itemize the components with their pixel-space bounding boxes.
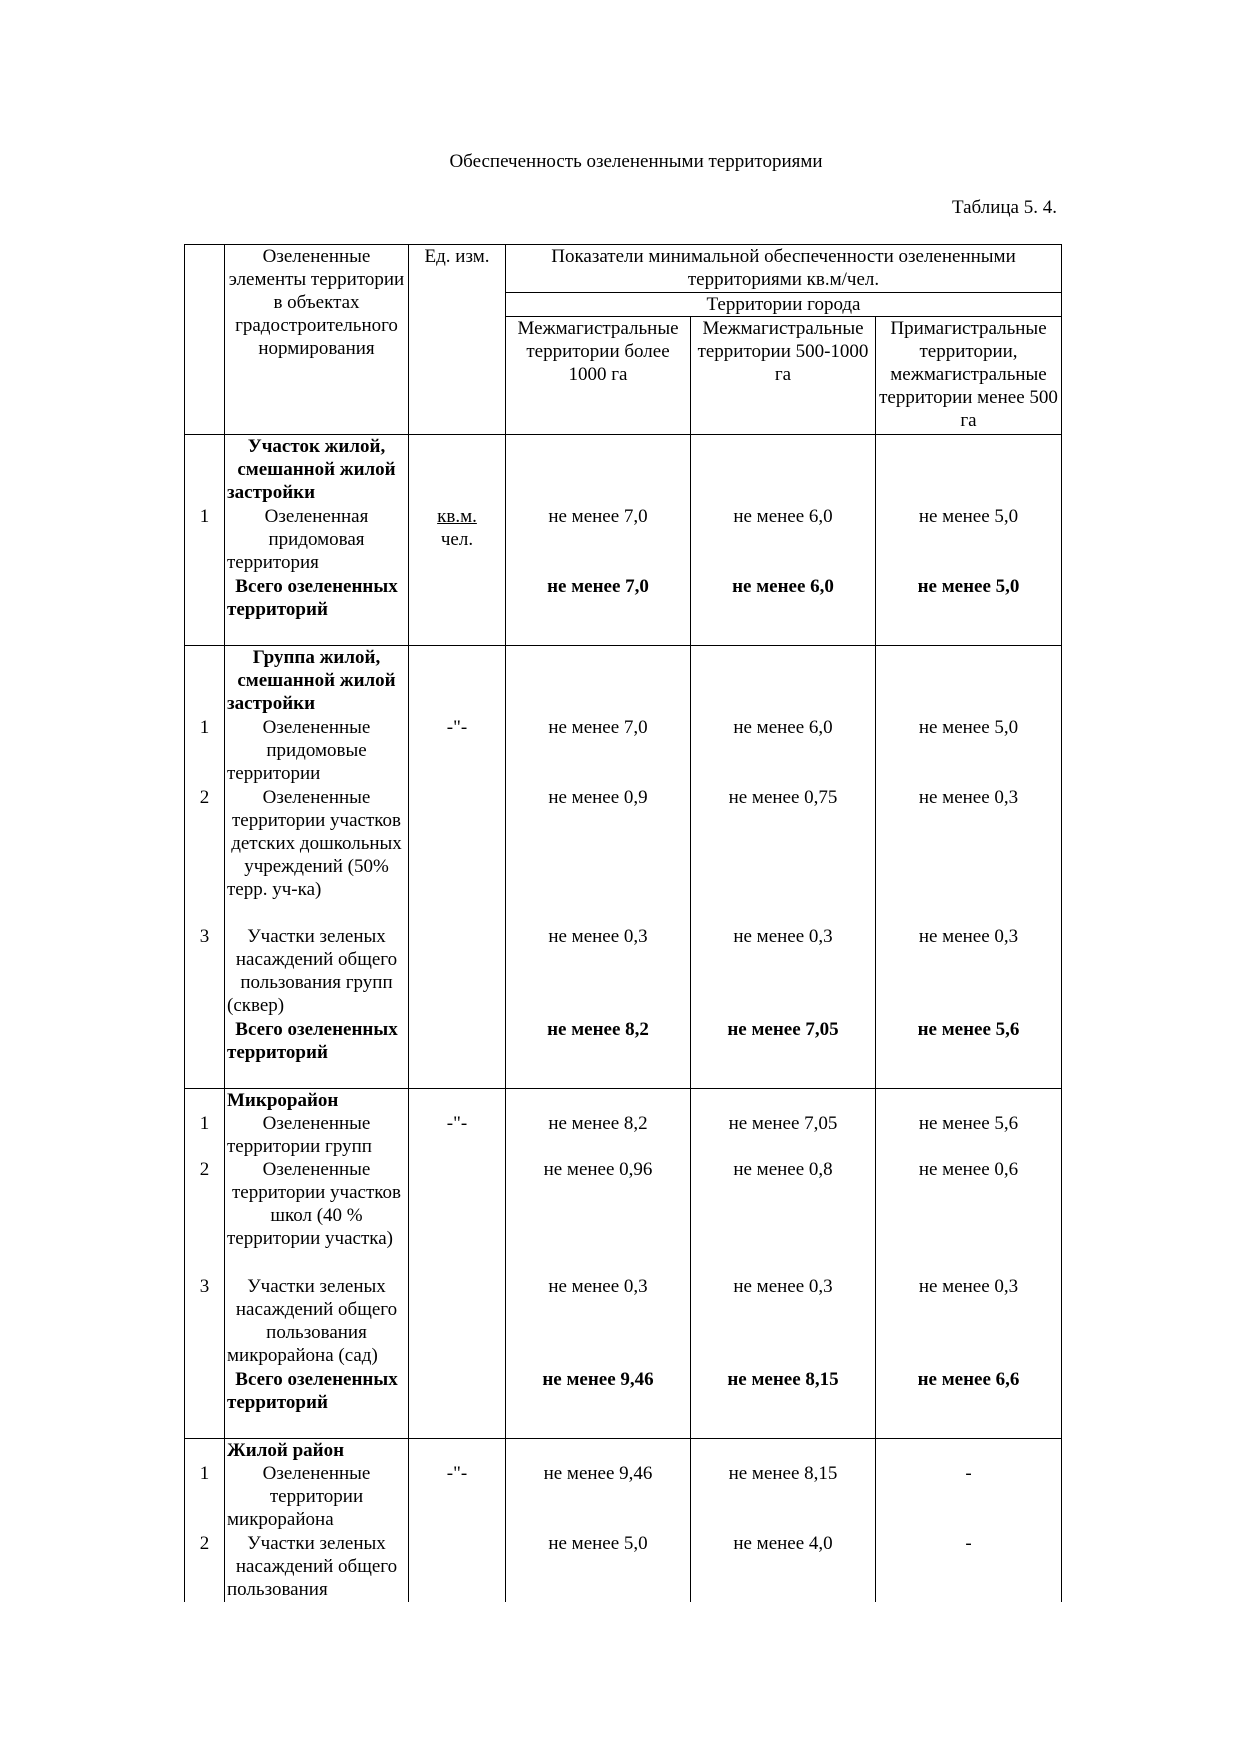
page-title: Обеспеченность озелененными территориями (449, 151, 823, 172)
header-row (185, 245, 1062, 293)
row-label: Озелененные территории микрорайона (227, 1463, 371, 1531)
value-cell: не менее 5,0 не менее 0,3 не менее 0,3 не менее 5,6 (876, 646, 1062, 1089)
row-label: Озелененные территории участков детских дошкольных учреждений (50% терр. уч-ка) (227, 787, 402, 901)
header-unit-cell: Ед. изм. (409, 245, 506, 435)
row-label: Участки зеленых насаждений общего пользования микрорайона (сад) (227, 1276, 398, 1367)
total-label: Всего озелененных территорий (227, 1019, 398, 1064)
value-cell: не менее 7,0 не менее 0,9 не менее 0,3 не менее 8,2 (506, 646, 691, 1089)
value-cell: не менее 5,0 не менее 5,0 (876, 435, 1062, 646)
element-cell (225, 646, 409, 1089)
value-cell: не менее 8,15 не менее 4,0 (691, 1439, 876, 1603)
header-city-cell: Территории города (506, 293, 1062, 317)
unit-cell: -"- (409, 1439, 506, 1603)
section-title: Участок жилой, смешанной жилой застройки (227, 436, 396, 504)
section-title: Микрорайон (227, 1090, 339, 1112)
section-row (185, 1439, 1062, 1603)
row-label: Озелененные территории участков школ (40 % территории участка) (227, 1159, 401, 1250)
unit-cell (409, 435, 506, 646)
table-number: Таблица 5. 4. (951, 197, 1057, 218)
green-areas-table (184, 244, 1062, 1602)
header-col3-cell: Примагистральные территории, межмагистральные территории менее 500 га (876, 317, 1062, 435)
row-label: Озелененные придомовые территории (227, 717, 371, 785)
value-cell: не менее 7,0 не менее 7,0 (506, 435, 691, 646)
header-indicators-cell: Показатели минимальной обеспеченности озелененными территориями кв.м/чел. (506, 245, 1062, 293)
row-label: Озелененная придомовая территория (227, 506, 369, 574)
value-cell: не менее 9,46 не менее 5,0 (506, 1439, 691, 1603)
unit-denominator: чел. (440, 529, 474, 551)
value-cell: не менее 5,6 не менее 0,6 не менее 0,3 не менее 6,6 (876, 1089, 1062, 1439)
element-cell (225, 1089, 409, 1439)
value-cell: не менее 6,0 не менее 0,75 не менее 0,3 не менее 7,05 (691, 646, 876, 1089)
num-cell: 1 2 3 (185, 1089, 225, 1439)
row-label: Участки зеленых насаждений общего пользования групп (сквер) (227, 926, 398, 1017)
element-cell (225, 1439, 409, 1603)
section-title: Жилой район (227, 1440, 345, 1462)
header-element-cell: Озелененные элементы территории в объектах градостроительного нормирования (225, 245, 409, 435)
row-label: Участки зеленых насаждений общего пользования (227, 1533, 398, 1601)
unit-numerator: кв.м. (437, 506, 477, 528)
total-label: Всего озелененных территорий (227, 1369, 398, 1414)
header-num-cell (185, 245, 225, 435)
total-label: Всего озелененных территорий (227, 576, 398, 621)
value-cell: не менее 8,2 не менее 0,96 не менее 0,3 не менее 9,46 (506, 1089, 691, 1439)
value-cell: не менее 6,0 не менее 6,0 (691, 435, 876, 646)
header-col2-cell: Межмагистральные территории 500-1000 га (691, 317, 876, 435)
num-cell: 1 2 (185, 1439, 225, 1603)
header-col1-cell: Межмагистральные территории более 1000 га (506, 317, 691, 435)
section-row (185, 646, 1062, 1089)
num-cell: 1 (185, 435, 225, 646)
unit-cell: -"- (409, 646, 506, 1089)
value-cell: - - (876, 1439, 1062, 1603)
unit-cell: -"- (409, 1089, 506, 1439)
row-label: Озелененные территории групп (227, 1113, 372, 1158)
value-cell: не менее 7,05 не менее 0,8 не менее 0,3 не менее 8,15 (691, 1089, 876, 1439)
section-title: Группа жилой, смешанной жилой застройки (227, 647, 396, 715)
section-row (185, 435, 1062, 646)
section-row (185, 1089, 1062, 1439)
element-cell (225, 435, 409, 646)
num-cell: 1 2 3 (185, 646, 225, 1089)
